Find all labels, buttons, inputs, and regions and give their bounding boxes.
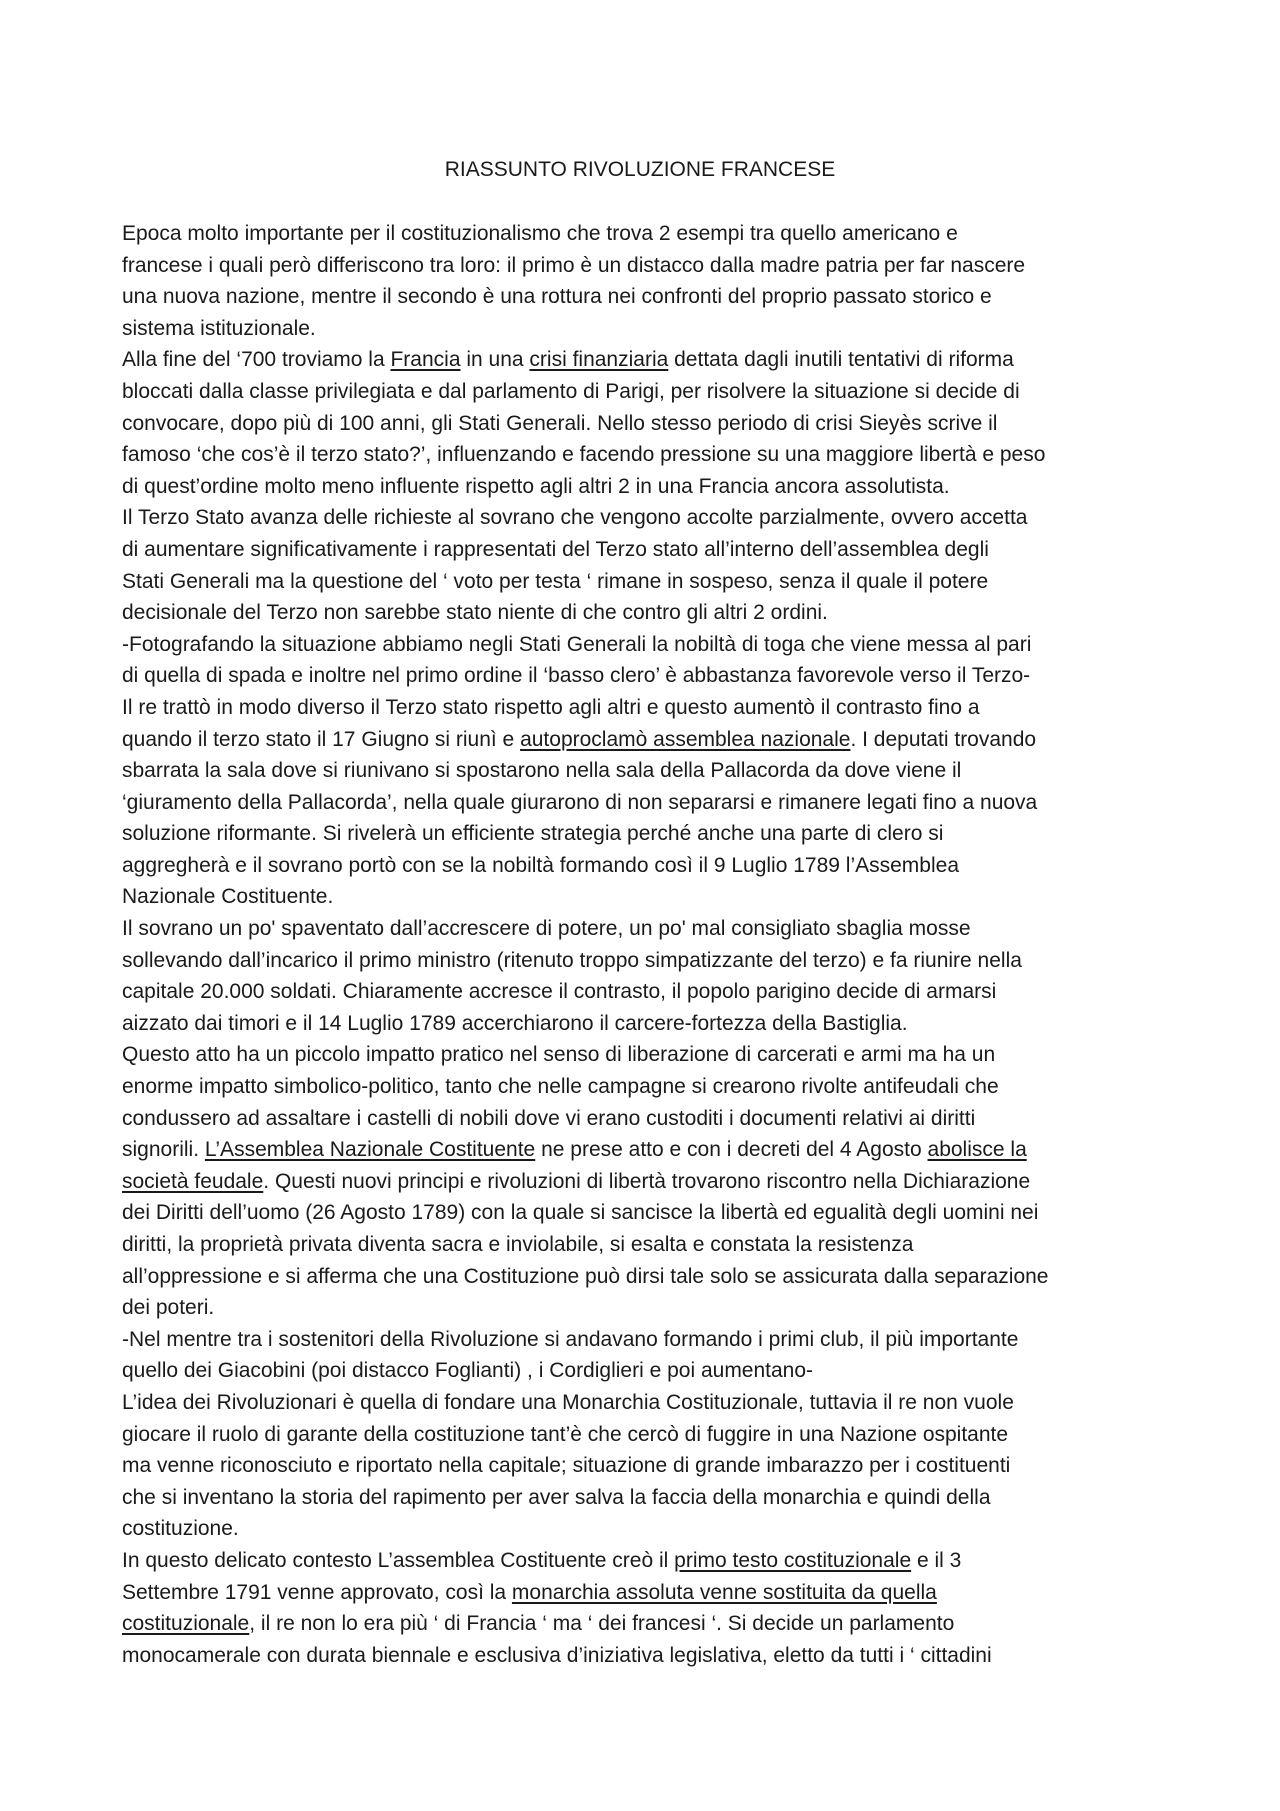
underlined-text: abolisce la bbox=[927, 1138, 1027, 1162]
text-segment: condussero ad assaltare i castelli di nobili dove vi erano custoditi i documenti relativi ai diritti bbox=[122, 1106, 976, 1130]
text-segment: Alla fine del ‘700 troviamo la bbox=[122, 348, 391, 372]
text-line bbox=[122, 1577, 1182, 1609]
text-segment: aizzato dai timori e il 14 Luglio 1789 accerchiarono il carcere-fortezza della Bastiglia. bbox=[122, 1011, 908, 1035]
document-title: RIASSUNTO RIVOLUZIONE FRANCESE bbox=[444, 158, 836, 181]
text-line bbox=[122, 660, 1182, 692]
text-segment: ne prese atto e con i decreti del 4 Agosto bbox=[535, 1138, 928, 1162]
text-line bbox=[122, 1229, 1182, 1261]
text-segment: , il re non lo era più ‘ di Francia ‘ ma ‘ dei francesi ‘. Si decide un parlamento bbox=[249, 1612, 955, 1636]
text-line bbox=[122, 281, 1182, 313]
text-line bbox=[122, 724, 1182, 756]
text-segment: diritti, la proprietà privata diventa sacra e inviolabile, si esalta e constata la resistenza bbox=[122, 1233, 914, 1256]
text-segment: francese i quali però differiscono tra loro: il primo è un distacco dalla madre patria per far nascere bbox=[122, 253, 1026, 277]
text-line bbox=[122, 313, 1182, 345]
text-line bbox=[122, 1419, 1182, 1451]
text-line bbox=[122, 439, 1182, 471]
text-line bbox=[122, 1387, 1182, 1419]
text-segment: in una bbox=[460, 348, 530, 372]
text-segment: L’idea dei Rivoluzionari è quella di fondare una Monarchia Costituzionale, tuttavia il re non vuole bbox=[122, 1390, 1014, 1414]
text-segment: Epoca molto importante per il costituzionalismo che trova 2 esempi tra quello americano e bbox=[122, 222, 958, 245]
text-segment: Settembre 1791 venne approvato, così la bbox=[122, 1580, 512, 1604]
text-segment: dettata dagli inutili tentativi di riforma bbox=[668, 348, 1014, 372]
text-segment: di quest’ordine molto meno influente rispetto agli altri 2 in una Francia ancora assolutista. bbox=[122, 474, 950, 498]
text-line bbox=[122, 1640, 1182, 1672]
text-segment: sollevando dall’incarico il primo ministro (ritenuto troppo simpatizzante del terzo) e fa riunire nella bbox=[122, 948, 1022, 972]
underlined-text: crisi finanziaria bbox=[529, 348, 669, 372]
underlined-text: società feudale bbox=[122, 1169, 264, 1193]
text-line bbox=[122, 218, 1182, 250]
text-line bbox=[122, 881, 1182, 913]
underlined-text: primo testo costituzionale bbox=[674, 1548, 912, 1572]
text-line bbox=[122, 1071, 1182, 1103]
text-segment: che si inventano la storia del rapimento per aver salva la faccia della monarchia e quindi della bbox=[122, 1485, 991, 1509]
underlined-text: L’Assemblea Nazionale Costituente bbox=[204, 1138, 536, 1162]
text-line bbox=[122, 1292, 1182, 1324]
text-line bbox=[122, 1608, 1182, 1640]
text-segment: bloccati dalla classe privilegiata e dal parlamento di Parigi, per risolvere la situazione si decide di bbox=[122, 379, 1020, 403]
text-segment: aggregherà e il sovrano portò con se la nobiltà formando così il 9 Luglio 1789 l’Assemblea bbox=[122, 853, 960, 877]
text-line bbox=[122, 1166, 1182, 1198]
text-segment: sistema istituzionale. bbox=[122, 316, 316, 340]
text-segment: di quella di spada e inoltre nel primo ordine il ‘basso clero’ è abbastanza favorevole verso il Terzo- bbox=[122, 664, 1031, 688]
text-line bbox=[122, 250, 1182, 282]
text-line bbox=[122, 1197, 1182, 1229]
text-line bbox=[122, 566, 1182, 598]
text-segment: Questo atto ha un piccolo impatto pratico nel senso di liberazione di carcerati e armi ma ha un bbox=[122, 1043, 996, 1067]
text-segment: sbarrata la sala dove si riunivano si spostarono nella sala della Pallacorda da dove viene il bbox=[122, 759, 962, 783]
text-segment: . I deputati trovando bbox=[850, 727, 1037, 751]
text-line bbox=[122, 818, 1182, 850]
text-segment: famoso ‘che cos’è il terzo stato?’, influenzando e facendo pressione su una maggiore libertà e peso bbox=[122, 443, 1046, 467]
text-line bbox=[122, 1134, 1182, 1166]
text-segment: Stati Generali ma la questione del ‘ voto per testa ‘ rimane in sospeso, senza il quale il potere bbox=[122, 569, 989, 593]
text-line bbox=[122, 344, 1182, 376]
text-segment: decisionale del Terzo non sarebbe stato niente di che contro gli altri 2 ordini. bbox=[122, 601, 828, 625]
text-segment: -Nel mentre tra i sostenitori della Rivoluzione si andavano formando i primi club, il più importante bbox=[122, 1327, 1019, 1351]
text-segment: capitale 20.000 soldati. Chiaramente accresce il contrasto, il popolo parigino decide di armarsi bbox=[122, 980, 997, 1004]
text-segment: ‘giuramento della Pallacorda’, nella quale giurarono di non separarsi e rimanere legati fino a nuova bbox=[122, 790, 1038, 814]
text-line bbox=[122, 376, 1182, 408]
text-line bbox=[122, 787, 1182, 819]
text-line bbox=[122, 945, 1182, 977]
text-line bbox=[122, 629, 1182, 661]
text-segment: -Fotografando la situazione abbiamo negli Stati Generali la nobiltà di toga che viene messa al pari bbox=[122, 632, 1032, 656]
text-line bbox=[122, 1513, 1182, 1545]
text-line bbox=[122, 534, 1182, 566]
text-segment: enorme impatto simbolico-politico, tanto che nelle campagne si crearono rivolte antifeudali che bbox=[122, 1075, 999, 1099]
text-segment: quando il terzo stato il 17 Giugno si riunì e bbox=[122, 727, 521, 751]
text-line bbox=[122, 1355, 1182, 1387]
text-line bbox=[122, 755, 1182, 787]
text-line bbox=[122, 1103, 1182, 1135]
document-body bbox=[122, 218, 1182, 1671]
text-segment: quello dei Giacobini (poi distacco Foglianti) , i Cordiglieri e poi aumentano- bbox=[122, 1359, 814, 1383]
text-line bbox=[122, 471, 1182, 503]
text-segment: convocare, dopo più di 100 anni, gli Stati Generali. Nello stesso periodo di crisi Sieyès scrive il bbox=[122, 411, 998, 435]
underlined-text: costituzionale bbox=[122, 1612, 250, 1636]
text-line bbox=[122, 1039, 1182, 1071]
text-line bbox=[122, 850, 1182, 882]
text-line bbox=[122, 1450, 1182, 1482]
text-segment: . Questi nuovi principi e rivoluzioni di libertà trovarono riscontro nella Dichiarazione bbox=[263, 1169, 1031, 1193]
text-segment: all’oppressione e si afferma che una Costituzione può dirsi tale solo se assicurata dalla separazione bbox=[122, 1264, 1049, 1288]
text-segment: monocamerale con durata biennale e esclusiva d’iniziativa legislativa, eletto da tutti i ‘ cittadini bbox=[122, 1643, 992, 1667]
text-line bbox=[122, 1324, 1182, 1356]
text-segment: Il sovrano un po' spaventato dall’accrescere di potere, un po' mal consigliato sbaglia mosse bbox=[122, 917, 971, 941]
text-line bbox=[122, 502, 1182, 534]
text-line bbox=[122, 408, 1182, 440]
text-segment: costituzione. bbox=[122, 1517, 239, 1541]
text-line bbox=[122, 692, 1182, 724]
text-line bbox=[122, 976, 1182, 1008]
text-segment: Il re trattò in modo diverso il Terzo stato rispetto agli altri e questo aumentò il contrasto fino a bbox=[122, 695, 980, 719]
text-segment: Nazionale Costituente. bbox=[122, 885, 334, 909]
text-segment: soluzione riformante. Si rivelerà un efficiente strategia perché anche una parte di clero si bbox=[122, 822, 944, 846]
text-segment: e il 3 bbox=[911, 1548, 962, 1572]
underlined-text: monarchia assoluta venne sostituita da quella bbox=[511, 1580, 937, 1604]
text-line bbox=[122, 913, 1182, 945]
text-segment: una nuova nazione, mentre il secondo è una rottura nei confronti del proprio passato storico e bbox=[122, 285, 992, 309]
text-segment: giocare il ruolo di garante della costituzione tant’è che cercò di fuggire in una Nazione ospitante bbox=[122, 1422, 1009, 1446]
text-segment: Il Terzo Stato avanza delle richieste al sovrano che vengono accolte parzialmente, ovvero accetta bbox=[122, 506, 1028, 530]
text-segment: In questo delicato contesto L’assemblea Costituente creò il bbox=[122, 1548, 675, 1572]
underlined-text: autoproclamò assemblea nazionale bbox=[520, 727, 851, 751]
text-line bbox=[122, 1482, 1182, 1514]
text-segment: ma venne riconosciuto e riportato nella capitale; situazione di grande imbarazzo per i costituenti bbox=[122, 1454, 1011, 1478]
text-segment: dei Diritti dell’uomo (26 Agosto 1789) con la quale si sancisce la libertà ed egualità degli uomini nei bbox=[122, 1201, 1039, 1225]
text-line bbox=[122, 597, 1182, 629]
text-line bbox=[122, 1261, 1182, 1293]
text-segment: dei poteri. bbox=[122, 1296, 215, 1320]
text-segment: di aumentare significativamente i rappresentati del Terzo stato all’interno dell’assemblea degli bbox=[122, 537, 989, 561]
text-segment: signorili. bbox=[122, 1138, 205, 1162]
text-line bbox=[122, 1008, 1182, 1040]
underlined-text: Francia bbox=[390, 348, 461, 372]
text-line bbox=[122, 1545, 1182, 1577]
